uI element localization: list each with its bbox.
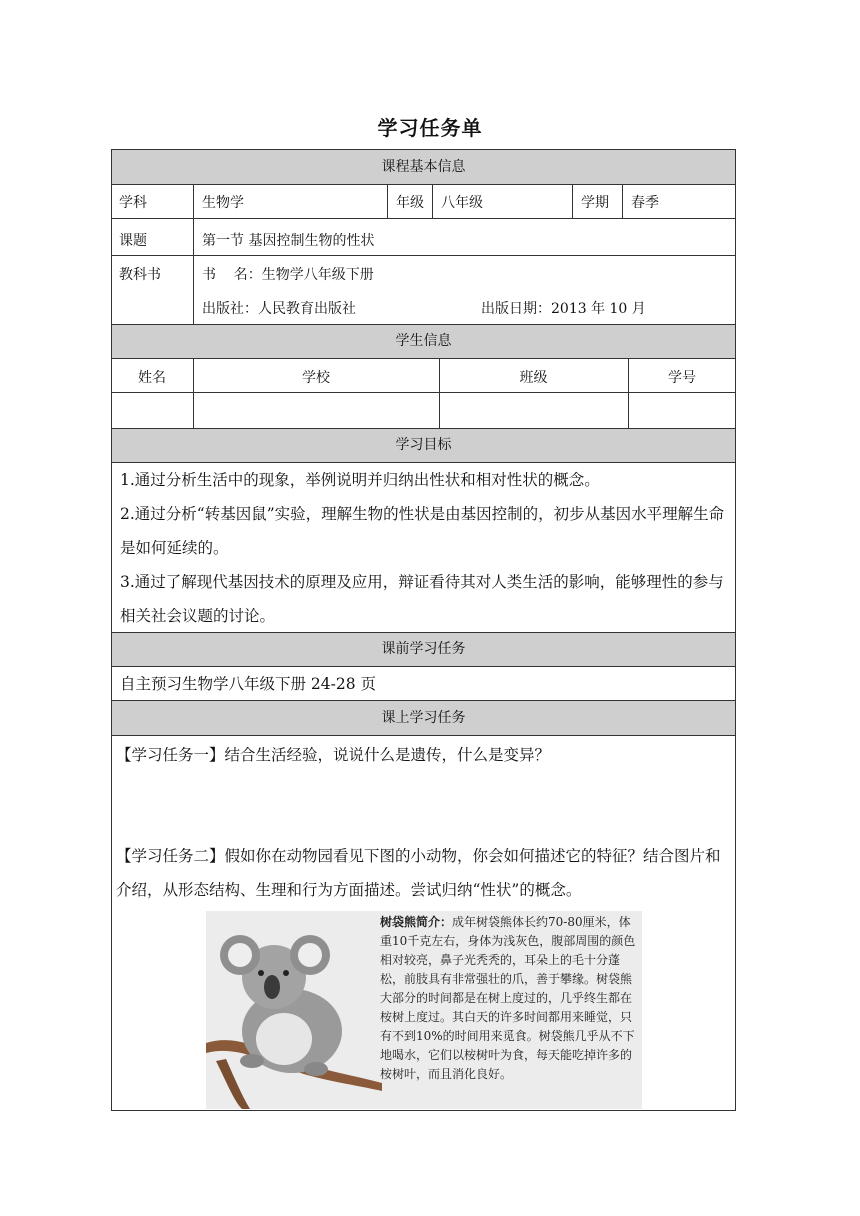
section-header-course-info: 课程基本信息 <box>112 150 735 184</box>
pre-class-task: 自主预习生物学八年级下册 24-28 页 <box>120 675 377 693</box>
grade-label: 年级 <box>396 195 424 211</box>
page-title: 学习任务单 <box>377 116 483 140</box>
koala-illustration <box>206 911 382 1109</box>
section-header-student-info: 学生信息 <box>112 325 735 358</box>
school-input-cell[interactable] <box>194 393 439 427</box>
term-value: 春季 <box>631 195 659 211</box>
objective-3: 3.通过了解现代基因技术的原理及应用，辩证看待其对人类生活的影响，能够理性的参与相关社会议题的讨论。 <box>120 573 724 625</box>
student-id-label: 学号 <box>668 370 696 386</box>
task-1: 【学习任务一】结合生活经验，说说什么是遗传，什么是变异？ <box>116 746 551 764</box>
topic-value: 第一节 基因控制生物的性状 <box>202 233 375 249</box>
publication-date: 出版日期：2013 年 10 月 <box>481 301 646 317</box>
textbook-label: 教科书 <box>119 267 161 283</box>
task-2: 【学习任务二】假如你在动物园看见下图的小动物，你会如何描述它的特征？结合图片和介绍，从形态结构、生理和行为方面描述。尝试归纳“性状”的概念。 <box>116 847 721 899</box>
koala-intro-title: 树袋熊简介： <box>380 915 453 929</box>
koala-intro <box>380 913 640 1084</box>
subject-label: 学科 <box>119 195 147 211</box>
term-label: 学期 <box>581 195 609 211</box>
student-id-input-cell[interactable] <box>629 393 735 427</box>
name-label: 姓名 <box>138 370 166 386</box>
objective-1: 1.通过分析生活中的现象，举例说明并归纳出性状和相对性状的概念。 <box>120 471 600 489</box>
objective-2: 2.通过分析“转基因鼠”实验，理解生物的性状是由基因控制的，初步从基因水平理解生命是如何延续的。 <box>120 505 725 557</box>
grade-value: 八年级 <box>441 195 483 211</box>
section-header-objectives: 学习目标 <box>112 429 735 462</box>
class-label: 班级 <box>519 370 548 386</box>
book-name: 书 名：生物学八年级下册 <box>202 267 374 283</box>
section-header-pre-class: 课前学习任务 <box>112 633 735 666</box>
koala-figure <box>206 911 642 1109</box>
name-input-cell[interactable] <box>112 393 193 427</box>
class-input-cell[interactable] <box>440 393 628 427</box>
section-header-in-class: 课上学习任务 <box>112 701 735 735</box>
subject-value: 生物学 <box>202 195 244 211</box>
publisher: 出版社：人民教育出版社 <box>202 301 356 317</box>
school-label: 学校 <box>302 370 330 386</box>
topic-label: 课题 <box>119 233 147 249</box>
koala-intro-text: 成年树袋熊体长约70-80厘米，体重10千克左右，身体为浅灰色，腹部周围的颜色相对较亮，鼻子光秃秃的，耳朵上的毛十分蓬松，前肢具有非常强壮的爪，善于攀缘。树袋熊大部分的时间都是在树上度过的，几乎终生都在桉树上度过。其白天的许多时间都用来睡觉，只有不到10%的时间用来觅食。树袋熊几乎从不下地喝水，它们以桉树叶为食，每天能吃掉许多的桉树叶，而且消化良好。 <box>380 915 636 1081</box>
